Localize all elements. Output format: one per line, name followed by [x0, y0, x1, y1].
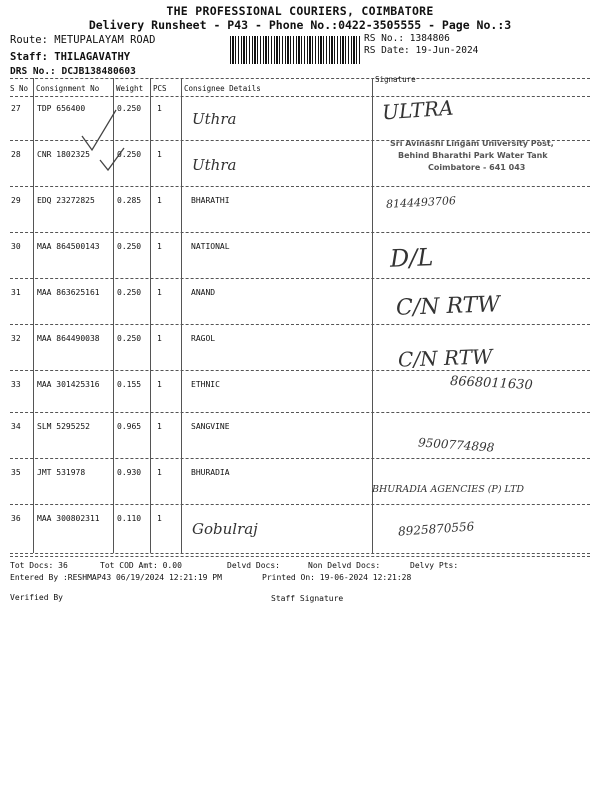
- entered-by: Entered By :RESHMAP43 06/19/2024 12:21:19 PM: [10, 573, 222, 582]
- address-stamp-line2: Behind Bharathi Park Water Tank: [398, 151, 548, 160]
- row-consignee: BHURADIA: [191, 468, 230, 477]
- row-weight: 0.285: [117, 196, 142, 205]
- row-separator: [10, 324, 590, 325]
- row-consignee: ETHNIC: [191, 380, 220, 389]
- row-weight: 0.250: [117, 334, 142, 343]
- row-pieces: 1: [157, 422, 162, 431]
- column-divider: [372, 78, 373, 553]
- rs-date: RS Date: 19-Jun-2024: [364, 45, 479, 56]
- col-header-weight: Weight: [116, 84, 144, 93]
- row-signature: 8144493706: [385, 194, 457, 211]
- row-pieces: 1: [157, 380, 162, 389]
- row-consignment-number: JMT 531978: [37, 468, 86, 477]
- row-consignment-number: MAA 300802311: [37, 514, 100, 523]
- row-weight: 0.250: [117, 104, 142, 113]
- row-separator: [10, 458, 590, 459]
- row-separator: [10, 553, 590, 554]
- drs-label: DRS No.: DCJB138480603: [10, 66, 136, 77]
- row-separator: [10, 232, 590, 233]
- row-weight: 0.250: [117, 242, 142, 251]
- row-serial-number: 31: [11, 288, 21, 297]
- row-consignment-number: EDQ 23272825: [37, 196, 95, 205]
- row-weight: 0.110: [117, 514, 142, 523]
- col-header-sno: S No: [10, 84, 29, 93]
- address-stamp-line3: Coimbatore - 641 043: [428, 163, 526, 172]
- row-consignee: SANGVINE: [191, 422, 230, 431]
- col-header-signature: Signature: [375, 75, 416, 84]
- row-consignment-number: MAA 863625161: [37, 288, 100, 297]
- row-pieces: 1: [157, 288, 162, 297]
- header-bottom-border: [10, 96, 590, 97]
- staff-label: Staff: THILAGAVATHY: [10, 51, 131, 63]
- row-signature: ULTRA: [381, 95, 455, 125]
- delivered-docs: Delvd Docs:: [227, 561, 280, 570]
- delivery-points: Delvy Pts:: [410, 561, 459, 570]
- address-stamp-line1: Sri Avinashi Lingam University Post,: [390, 139, 554, 148]
- row-weight: 0.250: [117, 150, 142, 159]
- printed-on: Printed On: 19-06-2024 12:21:28: [262, 573, 412, 582]
- row-consignee: NATIONAL: [191, 242, 230, 251]
- row-consignment-number: MAA 301425316: [37, 380, 100, 389]
- row-consignment-number: CNR 1802325: [37, 150, 90, 159]
- col-header-consignment: Consignment No: [36, 84, 100, 93]
- row-handwritten-name: Gobulraj: [192, 520, 258, 538]
- barcode-image: [230, 36, 362, 64]
- row-separator: [10, 412, 590, 413]
- row-serial-number: 32: [11, 334, 21, 343]
- row-weight: 0.930: [117, 468, 142, 477]
- table-top-border: [10, 78, 590, 79]
- col-header-pcs: PCS: [153, 84, 167, 93]
- runsheet-subtitle: Delivery Runsheet - P43 - Phone No.:0422-3505555 - Page No.:3: [88, 18, 512, 32]
- column-divider: [181, 78, 182, 553]
- row-signature: C/N RTW: [397, 344, 493, 372]
- row-pieces: 1: [157, 104, 162, 113]
- row-signature: BHURADIA AGENCIES (P) LTD: [372, 484, 525, 495]
- row-consignment-number: SLM 5295252: [37, 422, 90, 431]
- row-separator: [10, 504, 590, 505]
- non-delivered-docs: Non Delvd Docs:: [308, 561, 381, 570]
- row-pieces: 1: [157, 196, 162, 205]
- row-serial-number: 36: [11, 514, 21, 523]
- row-consignment-number: TDP 656400: [37, 104, 86, 113]
- row-serial-number: 33: [11, 380, 21, 389]
- row-handwritten-name: Uthra: [192, 110, 237, 128]
- row-pieces: 1: [157, 242, 162, 251]
- staff-signature-label: Staff Signature: [271, 594, 344, 603]
- row-weight: 0.965: [117, 422, 142, 431]
- column-divider: [150, 78, 151, 553]
- row-consignee: RAGOL: [191, 334, 216, 343]
- row-consignee: BHARATHI: [191, 196, 230, 205]
- row-serial-number: 35: [11, 468, 21, 477]
- row-serial-number: 29: [11, 196, 21, 205]
- col-header-consignee: Consignee Details: [184, 84, 261, 93]
- row-serial-number: 34: [11, 422, 21, 431]
- row-weight: 0.250: [117, 288, 142, 297]
- row-signature: 9500774898: [417, 435, 495, 455]
- row-separator: [10, 186, 590, 187]
- row-consignment-number: MAA 864490038: [37, 334, 100, 343]
- tot-cod-amount: Tot COD Amt: 0.00: [100, 561, 182, 570]
- checkmark-icon: [98, 146, 128, 176]
- row-pieces: 1: [157, 334, 162, 343]
- company-title: THE PROFESSIONAL COURIERS, COIMBATORE: [166, 4, 434, 18]
- footer-top-border: [10, 556, 590, 557]
- row-signature: C/N RTW: [395, 292, 501, 321]
- row-signature: D/L: [389, 243, 434, 273]
- column-divider: [33, 78, 34, 553]
- row-signature: 8668011630: [449, 373, 534, 394]
- row-pieces: 1: [157, 150, 162, 159]
- row-weight: 0.155: [117, 380, 142, 389]
- row-consignment-number: MAA 864500143: [37, 242, 100, 251]
- tot-docs: Tot Docs: 36: [10, 561, 68, 570]
- row-separator: [10, 278, 590, 279]
- row-handwritten-name: Uthra: [192, 156, 237, 174]
- row-signature: 8925870556: [397, 519, 475, 539]
- row-pieces: 1: [157, 514, 162, 523]
- row-separator: [10, 370, 590, 371]
- verified-by-label: Verified By: [10, 593, 63, 602]
- route-label: Route: METUPALAYAM ROAD: [10, 34, 156, 46]
- row-serial-number: 27: [11, 104, 21, 113]
- rs-number: RS No.: 1384806: [364, 33, 450, 44]
- row-serial-number: 28: [11, 150, 21, 159]
- row-pieces: 1: [157, 468, 162, 477]
- row-serial-number: 30: [11, 242, 21, 251]
- row-consignee: ANAND: [191, 288, 216, 297]
